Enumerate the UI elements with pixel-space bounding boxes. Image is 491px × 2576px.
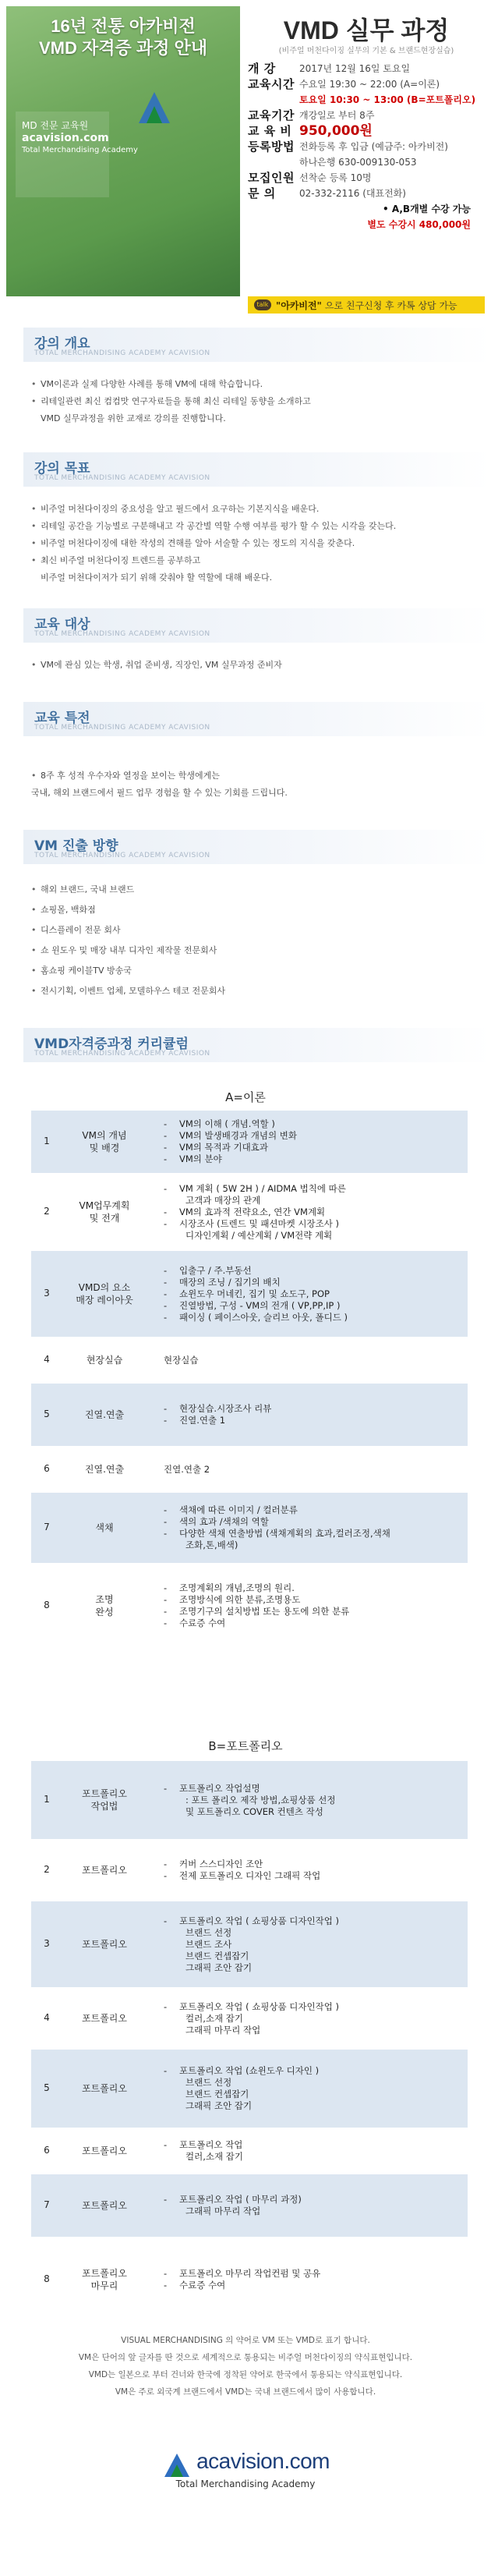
desc-line: 진열.연출 2 bbox=[164, 1463, 210, 1475]
section-title: VM 진출 방향 bbox=[34, 838, 118, 854]
list-item: • 전시기획, 이벤트 업체, 모델하우스 테코 전문회사 bbox=[31, 981, 468, 1001]
section-eng: TOTAL MERCHANDISING ACADEMY ACAVISION bbox=[34, 630, 210, 638]
desc-line: - 시장조사 (트렌드 및 패션마켓 시장조사 ) bbox=[164, 1218, 468, 1230]
desc-line: - 매장의 조닝 / 집기의 배치 bbox=[164, 1277, 468, 1288]
info-value: 수요일 19:30 ~ 22:00 (A=이론) bbox=[299, 79, 440, 90]
row-number: 3 bbox=[44, 1288, 50, 1299]
hero-title bbox=[12, 16, 234, 59]
desc-line: - 진열.연출 1 bbox=[164, 1415, 468, 1426]
table-row bbox=[31, 1761, 468, 1839]
desc-line: - 포트폴리오 작업설명 bbox=[164, 1783, 468, 1795]
table-row bbox=[31, 1173, 468, 1251]
section-eng: TOTAL MERCHANDISING ACADEMY ACAVISION bbox=[34, 474, 210, 482]
row-number: 8 bbox=[44, 2273, 50, 2284]
desc-line: - 패이싱 ( 페이스아웃, 슬리브 아웃, 폴디드 ) bbox=[164, 1312, 468, 1323]
desc-line: 브랜드 선정 bbox=[185, 1926, 232, 1938]
row-name: 진열.연출 bbox=[84, 1464, 125, 1475]
table-row bbox=[31, 1384, 468, 1446]
info-row-contact bbox=[248, 186, 485, 201]
desc-line: 디자인계획 / 예산계획 / VM전략 계획 bbox=[185, 1229, 333, 1241]
section-target-header bbox=[0, 608, 491, 643]
desc-line: - 포트폴리오 작업 bbox=[164, 2139, 468, 2151]
info-row-capacity bbox=[248, 170, 485, 186]
row-number: 7 bbox=[44, 1522, 50, 1532]
list-item: • 리테일 공간을 기능별로 구분해내고 각 공간별 역할 수행 여부를 평가 할 수 있는 시각을 갖는다. bbox=[31, 518, 468, 535]
info-label: 모집인원 bbox=[248, 171, 295, 185]
desc-line: 그래픽 마무리 작업 bbox=[185, 2206, 261, 2216]
list-item: • VM이론과 실제 다양한 사례를 통해 VM에 대해 학습합니다. bbox=[31, 376, 468, 393]
section-title: 교육 대상 bbox=[34, 617, 90, 632]
desc-line: - VM 계획 ( 5W 2H ) / AIDMA 법칙에 따른 bbox=[164, 1183, 468, 1195]
info-value: 개강일로 부터 8주 bbox=[299, 110, 375, 121]
desc-line: - 입출구 / 주.부동선 bbox=[164, 1265, 468, 1277]
table-row bbox=[31, 2237, 468, 2323]
desc-line: 브랜드 조사 bbox=[185, 1938, 232, 1950]
row-desc bbox=[164, 1355, 468, 1366]
info-value: 950,000원 bbox=[299, 123, 373, 139]
table-row bbox=[31, 2050, 468, 2128]
footer-line: VM은 단어의 앞 글자를 딴 것으로 세계적으로 통용되는 비주얼 머천다이징의 약식표현입니다. bbox=[78, 2353, 413, 2362]
table-row bbox=[31, 2174, 468, 2237]
desc-line: - 조명계획의 개념,조명의 원리. bbox=[164, 1582, 468, 1594]
table-row bbox=[31, 2128, 468, 2174]
row-desc bbox=[164, 1464, 468, 1476]
row-desc bbox=[164, 2139, 468, 2163]
section-feature-header bbox=[0, 702, 491, 736]
table-row bbox=[31, 1446, 468, 1493]
row-name: 조명 완성 bbox=[95, 1594, 114, 1618]
table-b-title: B=포트폴리오 bbox=[208, 1739, 283, 1753]
desc-line: - 커버 스스디자인 조안 bbox=[164, 1858, 468, 1870]
row-number: 2 bbox=[44, 1864, 50, 1875]
section-title: 강의 목표 bbox=[34, 461, 90, 477]
row-desc bbox=[164, 1403, 468, 1426]
desc-line: - VM의 효과적 전략요소, 연간 VM계획 bbox=[164, 1207, 468, 1218]
list-item: • 쇼핑몰, 백화점 bbox=[31, 900, 468, 920]
row-number: 8 bbox=[44, 1600, 50, 1610]
row-number: 7 bbox=[44, 2199, 50, 2210]
row-desc bbox=[164, 1504, 468, 1551]
row-desc bbox=[164, 2268, 468, 2291]
desc-line: - 쇼윈도우 머네킨, 집기 및 쇼도구, POP bbox=[164, 1288, 468, 1300]
table-row bbox=[31, 1111, 468, 1173]
desc-line: 브랜드 컨셉잡기 bbox=[185, 1950, 249, 1961]
desc-line: - 진열방법, 구성 - VM의 전개 ( VP,PP,IP ) bbox=[164, 1300, 468, 1312]
section-eng: TOTAL MERCHANDISING ACADEMY ACAVISION bbox=[34, 724, 210, 732]
row-name: 포트폴리오 bbox=[82, 2083, 127, 2094]
info-value: 02-332-2116 (대표전화) bbox=[299, 188, 406, 199]
desc-line: 그래픽 마무리 작업 bbox=[185, 2024, 261, 2036]
hero-lines bbox=[22, 119, 138, 157]
desc-line: 그래픽 조안 잡기 bbox=[185, 1961, 253, 1973]
acavision-logo-icon bbox=[131, 84, 178, 131]
row-desc bbox=[164, 2065, 468, 2112]
row-desc bbox=[164, 1582, 468, 1629]
table-row bbox=[31, 1563, 468, 1649]
hero-line-2: acavision.com bbox=[22, 132, 109, 144]
row-name: 포트폴리오 bbox=[82, 1865, 127, 1876]
list-item: • 쇼 윈도우 및 매장 내부 디자인 제작물 전문회사 bbox=[31, 941, 468, 961]
section-title: VMD자격증과정 커리큘럼 bbox=[34, 1036, 189, 1052]
section-curriculum-header bbox=[0, 1028, 491, 1062]
section-career-header bbox=[0, 830, 491, 864]
desc-line: 컬러,소재 잡기 bbox=[185, 2012, 243, 2024]
footer-logo bbox=[0, 2449, 491, 2489]
desc-line: - 다양한 색채 연출방법 (색채계획의 효과,컬러조정,색채 bbox=[164, 1528, 468, 1540]
desc-line: : 포트 폴리오 제작 방법,쇼핑상품 선정 bbox=[185, 1794, 336, 1805]
desc-line: 컬러,소재 잡기 bbox=[185, 2151, 243, 2162]
list-item: • 비주얼 머천다이징의 중요성을 알고 필드에서 요구하는 기본지식을 배운다. bbox=[31, 501, 468, 518]
row-number: 2 bbox=[44, 1206, 50, 1217]
row-number: 3 bbox=[44, 1938, 50, 1949]
row-desc bbox=[164, 1915, 468, 1974]
row-name: VMD의 요소 매장 레이아웃 bbox=[76, 1282, 133, 1306]
kakao-id: "아카비전" bbox=[276, 299, 322, 311]
desc-line: - 색채에 따른 이미지 / 컬러분류 bbox=[164, 1504, 468, 1516]
row-name: 포트폴리오 bbox=[82, 2200, 127, 2211]
section-title: 교육 특전 bbox=[34, 710, 90, 726]
list-item: • 홈쇼핑 케이블TV 방송국 bbox=[31, 961, 468, 981]
desc-line: - 전제 포트폴리오 디자인 그래픽 작업 bbox=[164, 1870, 468, 1882]
section-target-body bbox=[31, 657, 468, 674]
row-desc bbox=[164, 2194, 468, 2217]
note-separate: • A,B개별 수강 가능 bbox=[383, 204, 471, 214]
info-label: 교육시간 bbox=[248, 77, 295, 91]
list-item: • VM에 관심 있는 학생, 취업 준비생, 직장인, VM 실무과정 준비자 bbox=[31, 657, 468, 674]
footer-logo-sub: Total Merchandising Academy bbox=[175, 2478, 316, 2489]
row-name: 색채 bbox=[95, 1522, 114, 1533]
info-label: 교 육 비 bbox=[248, 124, 292, 138]
table-row bbox=[31, 1987, 468, 2050]
desc-line: - 포트폴리오 작업 ( 쇼핑상품 디자인작업 ) bbox=[164, 2001, 468, 2013]
row-desc bbox=[164, 1183, 468, 1242]
desc-line: - 포트폴리오 마무리 작업컨펌 및 공유 bbox=[164, 2268, 468, 2280]
row-name: VM업무계획 및 전개 bbox=[79, 1200, 130, 1224]
table-row bbox=[31, 1901, 468, 1987]
section-feature-body bbox=[31, 767, 468, 802]
desc-line: - 수료증 수여 bbox=[164, 2280, 468, 2291]
desc-line: 브랜드 선정 bbox=[185, 2077, 232, 2088]
row-name: 포트폴리오 bbox=[82, 2145, 127, 2156]
info-row-bank bbox=[248, 154, 485, 170]
row-number: 5 bbox=[44, 1408, 50, 1419]
desc-line: - 현장실습.시장조사 리뷰 bbox=[164, 1403, 468, 1415]
row-number: 4 bbox=[44, 1354, 50, 1365]
list-item: • 해외 브랜드, 국내 브랜드 bbox=[31, 880, 468, 900]
row-desc bbox=[164, 1265, 468, 1323]
section-goal-header bbox=[0, 452, 491, 487]
info-label: 등록방법 bbox=[248, 140, 295, 154]
desc-line: - 포트폴리오 작업 ( 쇼핑상품 디자인작업 ) bbox=[164, 1915, 468, 1927]
desc-line: - 포트폴리오 작업 (쇼윈도우 디자인 ) bbox=[164, 2065, 468, 2077]
list-item: • 비주얼 머천다이징에 대한 작성의 견해를 알아 서술할 수 있는 정도의 지식을 갖춘다. bbox=[31, 535, 468, 552]
footer-line: VMD는 일본으로 부터 건너와 한국에 정착된 약어로 한국에서 통용되는 약식표현입니다. bbox=[88, 2370, 403, 2379]
info-value: 하나은행 630-009130-053 bbox=[299, 157, 417, 168]
info-value: 2017년 12월 16일 토요일 bbox=[299, 63, 411, 74]
section-overview-header bbox=[0, 328, 491, 362]
info-row-time-a bbox=[248, 76, 485, 92]
section-eng: TOTAL MERCHANDISING ACADEMY ACAVISION bbox=[34, 1050, 210, 1058]
desc-line: - 조명방식에 의한 분류,조명용도 bbox=[164, 1594, 468, 1606]
row-name: 포트폴리오 마무리 bbox=[82, 2268, 127, 2291]
info-label: 개 강 bbox=[248, 62, 276, 76]
desc-line: - 색의 효과 /색채의 역할 bbox=[164, 1516, 468, 1528]
kakao-talk-icon: talk bbox=[254, 299, 271, 310]
row-number: 5 bbox=[44, 2082, 50, 2093]
row-number: 4 bbox=[44, 2012, 50, 2023]
hero-title-line-1: 16년 전통 아카비전 bbox=[51, 16, 196, 36]
hero-line-1: MD 전문 교육원 bbox=[22, 120, 89, 131]
desc-line: 및 포트폴리오 COVER 컨텐츠 작성 bbox=[185, 1805, 323, 1817]
list-item: 비주얼 머천다이저가 되기 위해 갖춰야 할 역할에 대해 배운다. bbox=[41, 572, 273, 583]
row-number: 6 bbox=[44, 2145, 50, 2156]
list-item: • 디스플레이 전문 회사 bbox=[31, 920, 468, 941]
hero-line-3: Total Merchandising Academy bbox=[22, 146, 138, 154]
footer-logo-text: acavision.com bbox=[196, 2449, 330, 2473]
row-number: 6 bbox=[44, 1463, 50, 1474]
footer-line: VISUAL MERCHANDISING 의 약어로 VM 또는 VMD로 표기 합니다. bbox=[121, 2336, 370, 2345]
row-number: 1 bbox=[44, 1136, 50, 1146]
row-name: 진열.연출 bbox=[84, 1409, 125, 1420]
row-name: 포트폴리오 bbox=[82, 2013, 127, 2024]
desc-line: - VM의 목적과 기대효과 bbox=[164, 1142, 468, 1153]
desc-line: - VM의 이해 ( 개념.역할 ) bbox=[164, 1118, 468, 1130]
info-value: 전화등록 후 입금 (예금주: 아카비전) bbox=[299, 141, 448, 152]
note-price: 별도 수강시 480,000원 bbox=[367, 219, 471, 230]
table-row bbox=[31, 1839, 468, 1901]
vmd-title: VMD 실무 과정 bbox=[283, 16, 450, 44]
list-item: VMD 실무과정을 위한 교재로 강의를 진행합니다. bbox=[41, 413, 226, 423]
desc-line: - 수료증 수여 bbox=[164, 1618, 468, 1629]
info-row-time-b bbox=[248, 92, 485, 108]
list-item: • 리테일관련 최신 컴컴맛 연구자료들을 통해 최신 리테일 동향을 소개하고 bbox=[31, 393, 468, 410]
section-eng: TOTAL MERCHANDISING ACADEMY ACAVISION bbox=[34, 349, 210, 357]
header bbox=[0, 0, 491, 320]
desc-line: - VM의 분야 bbox=[164, 1153, 468, 1165]
info-label: 문 의 bbox=[248, 186, 276, 200]
info-row-fee bbox=[248, 123, 485, 139]
section-eng: TOTAL MERCHANDISING ACADEMY ACAVISION bbox=[34, 852, 210, 859]
info-value: 토요일 10:30 ~ 13:00 (B=포트폴리오) bbox=[299, 94, 476, 105]
info-row-start bbox=[248, 61, 485, 76]
kakao-text: 으로 친구신청 후 카톡 상담 가능 bbox=[324, 299, 457, 311]
section-career-body bbox=[31, 880, 468, 1001]
table-row bbox=[31, 1251, 468, 1337]
desc-line: 고객과 매장의 관계 bbox=[185, 1194, 261, 1206]
info-row-period bbox=[248, 108, 485, 123]
table-a-title: A=이론 bbox=[225, 1090, 266, 1104]
list-item: • 8주 후 성적 우수자와 열정을 보이는 학생에게는 bbox=[31, 767, 468, 785]
desc-line: 그래픽 조안 잡기 bbox=[185, 2100, 253, 2111]
desc-line: 조화,톤,배색) bbox=[185, 1540, 238, 1550]
hero-banner bbox=[6, 6, 240, 296]
row-name: 포트폴리오 bbox=[82, 1939, 127, 1950]
desc-line: 브랜드 컨셉잡기 bbox=[185, 2089, 249, 2099]
row-number: 1 bbox=[44, 1794, 50, 1805]
row-desc bbox=[164, 1858, 468, 1882]
desc-line: 현장실습 bbox=[164, 1354, 199, 1366]
table-row bbox=[31, 1337, 468, 1384]
desc-line: - 조명기구의 설치방법 또는 용도에 의한 분류 bbox=[164, 1606, 468, 1618]
list-item: • 최신 비주얼 머천다이징 트렌드를 공부하고 bbox=[31, 552, 468, 569]
hero-title-line-2: VMD 자격증 과정 안내 bbox=[39, 38, 207, 58]
row-name: 포트폴리오 작업법 bbox=[82, 1788, 127, 1812]
info-value: 선착순 등록 10명 bbox=[299, 172, 372, 183]
list-item: 국내, 해외 브랜드에서 필드 업무 경험을 할 수 있는 기회를 드립니다. bbox=[31, 788, 288, 798]
section-title: 강의 개요 bbox=[34, 336, 90, 352]
row-desc bbox=[164, 1783, 468, 1818]
desc-line: - 포트폴리오 작업 ( 마무리 과정) bbox=[164, 2194, 468, 2206]
vmd-subtitle: (비주얼 머천다이징 실무의 기본 & 브랜드현장실습) bbox=[278, 47, 454, 55]
row-name: VM의 개념 및 배경 bbox=[82, 1130, 127, 1153]
row-desc bbox=[164, 2001, 468, 2036]
row-desc bbox=[164, 1118, 468, 1165]
footer-notes bbox=[0, 2332, 491, 2401]
table-row bbox=[31, 1493, 468, 1563]
section-goal-body bbox=[31, 501, 468, 586]
info-row-register bbox=[248, 139, 485, 154]
info-label: 교육기간 bbox=[248, 108, 295, 122]
footer-line: VM은 주로 외국계 브랜드에서 VMD는 국내 브랜드에서 많이 사용합니다. bbox=[115, 2387, 376, 2397]
row-name: 현장실습 bbox=[86, 1355, 123, 1366]
section-overview-body bbox=[31, 376, 468, 427]
kakao-banner[interactable] bbox=[248, 296, 485, 314]
course-info bbox=[248, 61, 485, 232]
desc-line: - VM의 발생배경과 개념의 변화 bbox=[164, 1130, 468, 1142]
acavision-logo-icon bbox=[161, 2452, 193, 2479]
